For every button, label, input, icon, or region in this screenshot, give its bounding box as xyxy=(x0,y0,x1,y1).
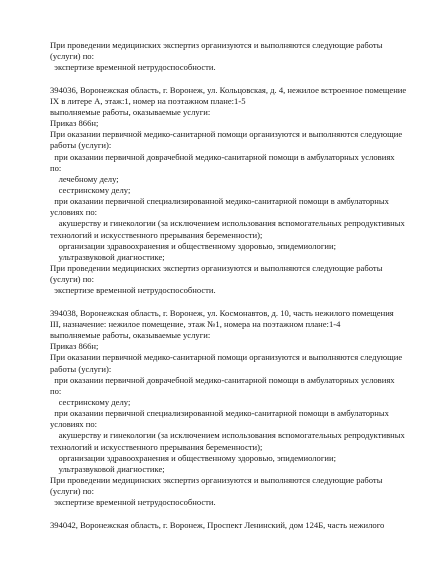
blank-line xyxy=(50,297,406,308)
text-line: 394042, Воронежская область, г. Воронеж, Проспект Ленинский, дом 124Б, часть нежилого xyxy=(50,519,385,530)
text-line: IX в литере А, этаж:1, номер на поэтажном плане:1-5 xyxy=(50,95,246,106)
text-line: при оказании первичной специализированной медико-санитарной помощи в амбулаторных xyxy=(50,196,389,207)
text-line: (услуги) по: xyxy=(50,51,94,62)
text-line: 394038, Воронежская область, г. Воронеж, ул. Космонавтов, д. 10, часть нежилого помещения xyxy=(50,307,394,318)
text-line: При проведении медицинских экспертиз организуются и выполняются следующие работы xyxy=(50,263,383,274)
text-line: ультразвуковой диагностике; xyxy=(50,251,165,262)
text-line: технологий и искусственного прерывания беременности); xyxy=(50,441,263,452)
text-line: акушерству и гинекологии (за исключением использования вспомогательных репродуктивных xyxy=(50,430,405,441)
text-line: выполняемые работы, оказываемые услуги: xyxy=(50,330,211,341)
text-line: лечебному делу; xyxy=(50,173,119,184)
text-line: выполняемые работы, оказываемые услуги: xyxy=(50,106,211,117)
text-line: (услуги) по: xyxy=(50,486,94,497)
text-line: работы (услуги): xyxy=(50,140,112,151)
blank-line xyxy=(50,509,406,520)
text-line: при оказании первичной доврачебной медико-санитарной помощи в амбулаторных условиях xyxy=(50,374,395,385)
text-line: организации здравоохранения и общественному здоровью, эпидемиологии; xyxy=(50,452,336,463)
text-line: по: xyxy=(50,385,62,396)
text-line: сестринскому делу; xyxy=(50,185,131,196)
text-line: акушерству и гинекологии (за исключением использования вспомогательных репродуктивных xyxy=(50,218,405,229)
text-line: экспертизе временной нетрудоспособности. xyxy=(50,62,216,73)
text-line: сестринскому делу; xyxy=(50,396,131,407)
text-line: ультразвуковой диагностике; xyxy=(50,463,165,474)
text-line: при оказании первичной доврачебной медико-санитарной помощи в амбулаторных условиях xyxy=(50,151,395,162)
text-line: организации здравоохранения и общественному здоровью, эпидемиологии; xyxy=(50,240,336,251)
text-line: экспертизе временной нетрудоспособности. xyxy=(50,497,216,508)
text-line: при оказании первичной специализированной медико-санитарной помощи в амбулаторных xyxy=(50,408,389,419)
text-line: Приказ 866н; xyxy=(50,118,99,129)
text-line: При проведении медицинских экспертиз организуются и выполняются следующие работы xyxy=(50,475,383,486)
text-line: (услуги) по: xyxy=(50,274,94,285)
text-line: При проведении медицинских экспертиз организуются и выполняются следующие работы xyxy=(50,40,383,50)
text-line: Приказ 866н; xyxy=(50,341,99,352)
text-line: 394036, Воронежская область, г. Воронеж, ул. Кольцовская, д. 4, нежилое встроенное помещение xyxy=(50,84,407,95)
text-line: технологий и искусственного прерывания беременности); xyxy=(50,229,263,240)
text-line: При оказании первичной медико-санитарной помощи организуются и выполняются следующие xyxy=(50,129,403,140)
text-line: При оказании первичной медико-санитарной помощи организуются и выполняются следующие xyxy=(50,352,403,363)
text-line: по: xyxy=(50,162,62,173)
text-line: экспертизе временной нетрудоспособности. xyxy=(50,285,216,296)
text-line: III, назначение: нежилое помещение, этаж №1, номера на поэтажном плане:1-4 xyxy=(50,318,341,329)
document-text xyxy=(50,40,406,531)
text-line: работы (услуги): xyxy=(50,363,112,374)
text-line: условиях по: xyxy=(50,207,98,218)
text-line: условиях по: xyxy=(50,419,98,430)
blank-line xyxy=(50,73,406,84)
